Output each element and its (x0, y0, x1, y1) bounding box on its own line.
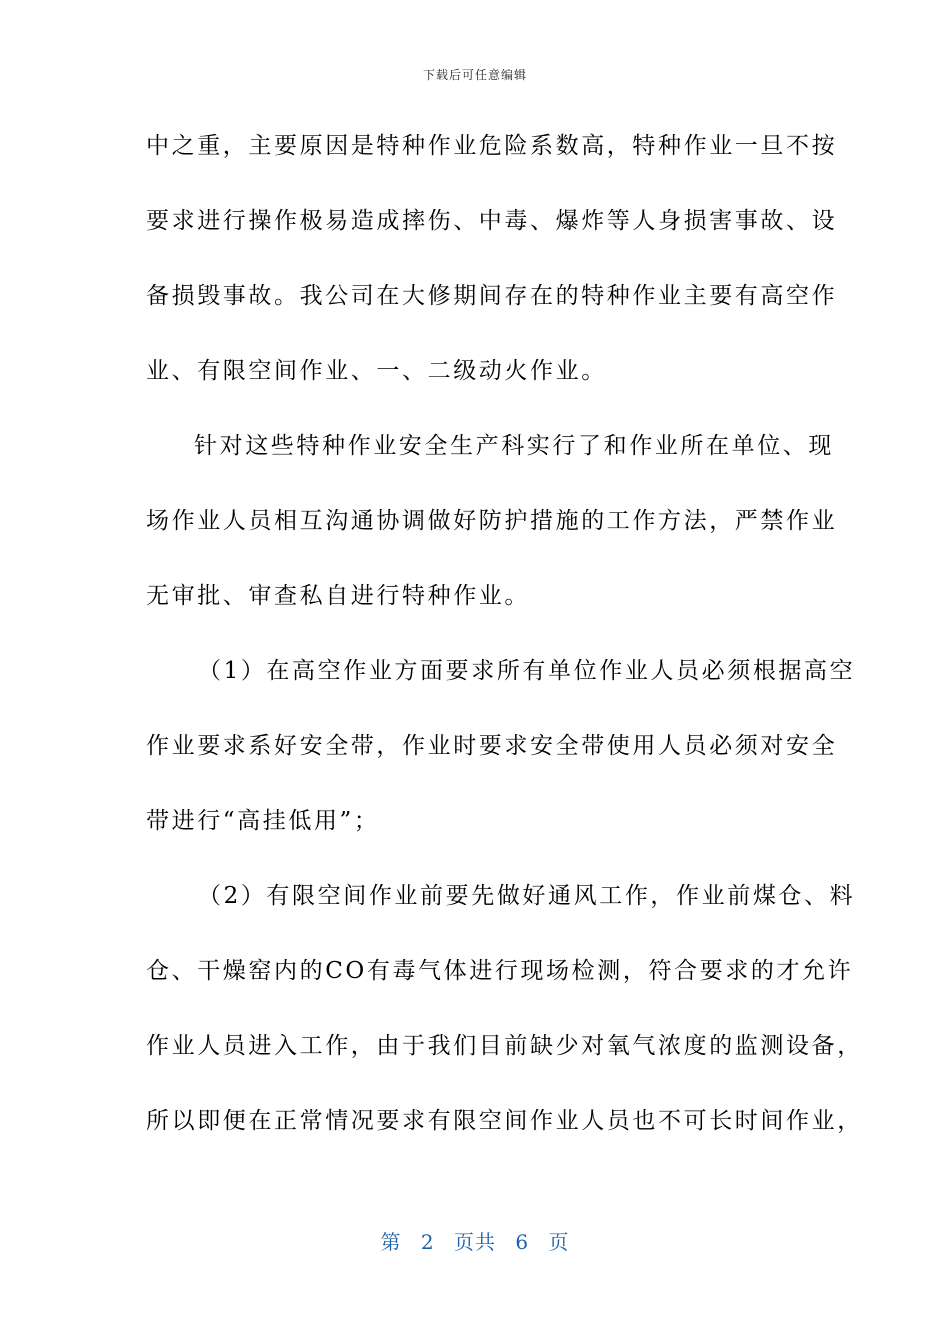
paragraph-line: （1）在高空作业方面要求所有单位作业人员必须根据高空 (198, 658, 856, 684)
footer-suffix: 页 (548, 1230, 570, 1254)
paragraph-line: 作业要求系好安全带，作业时要求安全带使用人员必须对安全 (146, 733, 838, 759)
page-header-note: 下载后可任意编辑 (422, 68, 527, 82)
footer-prefix: 第 (380, 1230, 402, 1254)
paragraph-line: 无审批、审查私自进行特种作业。 (146, 583, 530, 609)
document-body (146, 128, 863, 1178)
footer-page-number: 2 (420, 1230, 435, 1254)
paragraph-line: 要求进行操作极易造成摔伤、中毒、爆炸等人身损害事故、设 (146, 208, 838, 234)
page-footer (0, 1226, 950, 1255)
footer-middle: 页共 (454, 1230, 496, 1254)
paragraph-line: 备损毁事故。我公司在大修期间存在的特种作业主要有高空作 (146, 283, 838, 309)
paragraph-line: 业、有限空间作业、一、二级动火作业。 (146, 358, 607, 384)
paragraph-line: 带进行“高挂低用”； (146, 808, 380, 834)
paragraph-line: 作业人员进入工作，由于我们目前缺少对氧气浓度的监测设备， (146, 1033, 863, 1059)
paragraph-line: 针对这些特种作业安全生产科实行了和作业所在单位、现 (194, 433, 834, 459)
paragraph-line: 场作业人员相互沟通协调做好防护措施的工作方法，严禁作业 (146, 508, 838, 534)
paragraph-line: 中之重，主要原因是特种作业危险系数高，特种作业一旦不按 (146, 133, 838, 159)
paragraph-line: 仓、干燥窑内的CO有毒气体进行现场检测，符合要求的才允许 (146, 958, 854, 984)
paragraph-line: （2）有限空间作业前要先做好通风工作，作业前煤仓、料 (198, 883, 856, 909)
footer-total-pages: 6 (515, 1230, 530, 1254)
paragraph-line: 所以即便在正常情况要求有限空间作业人员也不可长时间作业， (146, 1108, 863, 1134)
